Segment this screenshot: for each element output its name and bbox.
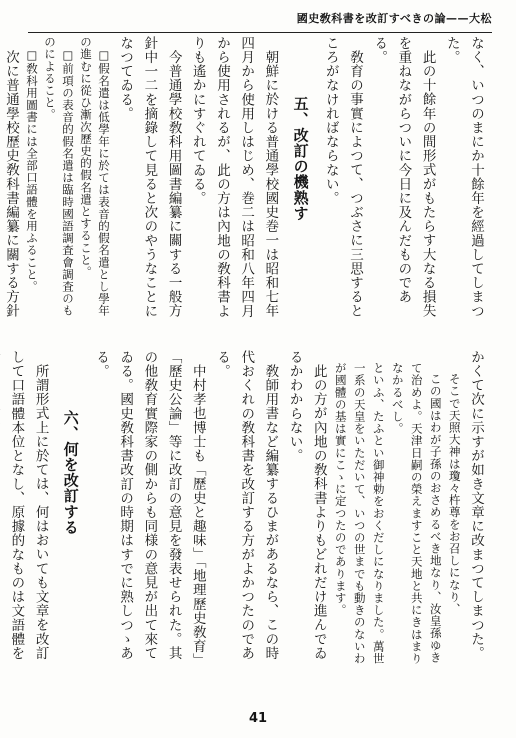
running-head: 國史敎科書を改訂すべきの論——大松	[296, 12, 492, 25]
list-item: □敎科用圖書には全部口語體を用ふること。	[24, 47, 39, 292]
paragraph: 中村孝也博士も「歷史と趣味」「地理歷史敎育」「歷史公論」等に改訂の意見を發表せられた。其の他敎育實際家の側からも同様の意見が出て來てゐる。國史敎科書改訂の時期はすでに熟しつゝある。	[92, 350, 206, 667]
paragraph: 此の方が內地の敎科書よりもどれだけ進んでゐるかわからない。	[286, 350, 327, 660]
paragraph: かくて次に示すが如き文章に改まつてしまつた。	[468, 350, 484, 661]
page-number: 41	[248, 711, 268, 726]
list-item: □假名遣は低學年に於ては表音的假名遣とし學年の進むに從ひ漸次歷史的假名遣とすること。	[78, 36, 111, 317]
paragraph: なく、いつのまにか十餘年を經過してしまつた。	[443, 36, 484, 318]
paragraph: 次に普通學校歷史敎科書編纂に關する方針	[2, 49, 19, 318]
page-header	[28, 10, 492, 32]
lower-text-block	[8, 350, 488, 672]
quoted-passage: そこで天照大神は瓊々杵尊をお召しになり、	[447, 373, 462, 615]
section-heading-6: 六、何を改訂する	[61, 410, 80, 535]
paragraph: 敎師用書など編纂するひまがあるなら、この時代おくれの敎科書を改訂する方がよかつたのである。	[213, 350, 279, 661]
paragraph: 朝鮮に於ける普通學校國史巻一は昭和七年四月から使用しはじめ、巻二は昭和八年四月から使用されるが、此の方は內地の敎科書よりも遙かにすぐれてゐる。	[189, 36, 279, 318]
paragraph: 此の十餘年の間形式がもたらす大なる損失を重ねながらついに今日に及んだものである。	[371, 36, 436, 318]
quoted-passage: といふ、たふとい御神勅をおくだしになりました。萬世一系の天皇をいただいて、いつの世までも動きのないわが國體の基は實にこゝに定つたのであります。	[333, 361, 386, 664]
quoted-passage: この國はわが子孫のおさめるべき地なり、汝皇孫ゆきて治めよ。天津日嗣の榮えますこと天地と共にきはまりなかるべし。	[390, 361, 443, 664]
section-heading-5: 五、改訂の機熟す	[291, 96, 310, 221]
header-rule	[28, 32, 492, 33]
paragraph: 今普通學校敎科用圖書編纂に關する一般方針中一二を摘錄して見ると次のやうなことになつてゐる。	[117, 36, 182, 318]
paragraph: 敎育の事實によつて、つぶさに三思するところがなければならない。	[322, 36, 363, 318]
list-item: □前項の表音的假名遣は臨時國語調査會調査のものによること。	[42, 36, 75, 317]
paragraph: 所謂形式上に於ては、何はおいても文章を改訂して口語體本位となし、原據的なものは文語體を	[8, 350, 49, 661]
upper-text-block	[2, 36, 488, 328]
